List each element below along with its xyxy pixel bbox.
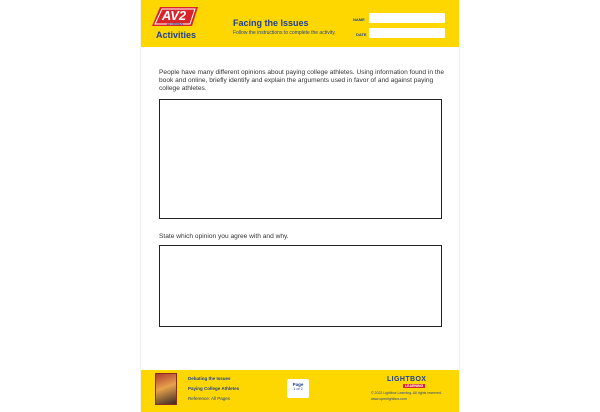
activities-label: Activities <box>155 30 197 40</box>
date-label: DATE <box>356 32 367 37</box>
av2-logo-badge-icon <box>150 6 200 27</box>
page-number: 1 of 2 <box>293 387 303 391</box>
answer-box-arguments[interactable] <box>159 99 442 219</box>
av2-logo-text: AV2 <box>161 8 187 23</box>
worksheet-title: Facing the Issues <box>233 18 309 28</box>
footer-book-subtitle: Paying College Athletes <box>188 386 240 391</box>
website-url: www.openlightbox.com <box>371 397 407 401</box>
opinion-prompt-text: State which opinion you agree with and why. <box>159 233 289 240</box>
book-cover-thumbnail <box>155 373 177 405</box>
name-label: NAME <box>353 17 365 22</box>
worksheet-page <box>141 0 459 412</box>
av2-logo-subtext: ACTIVITIES <box>166 22 184 26</box>
copyright-text: © 2022 Lightbox Learning. All rights reserved. <box>371 391 442 395</box>
av2-logo <box>147 6 205 42</box>
name-field[interactable] <box>369 13 445 23</box>
footer-reference: Reference: All Pages <box>188 396 231 401</box>
page-indicator <box>287 379 309 398</box>
instruction-text: People have many different opinions about paying college athletes. Using information found in the book and online, briefly identify and explain the arguments used in favor of and against paying college athletes. <box>159 69 445 93</box>
footer-book-title: Debating the Issues <box>188 376 231 381</box>
worksheet-subtitle: Follow the instructions to complete the activity. <box>233 30 336 36</box>
page-label: Page <box>292 382 304 387</box>
date-field[interactable] <box>369 28 445 38</box>
lightbox-logo <box>387 376 439 390</box>
lightbox-brand: LIGHTBOX <box>387 376 427 383</box>
answer-box-opinion[interactable] <box>159 245 442 327</box>
lightbox-tag: LEARNING <box>405 384 424 388</box>
